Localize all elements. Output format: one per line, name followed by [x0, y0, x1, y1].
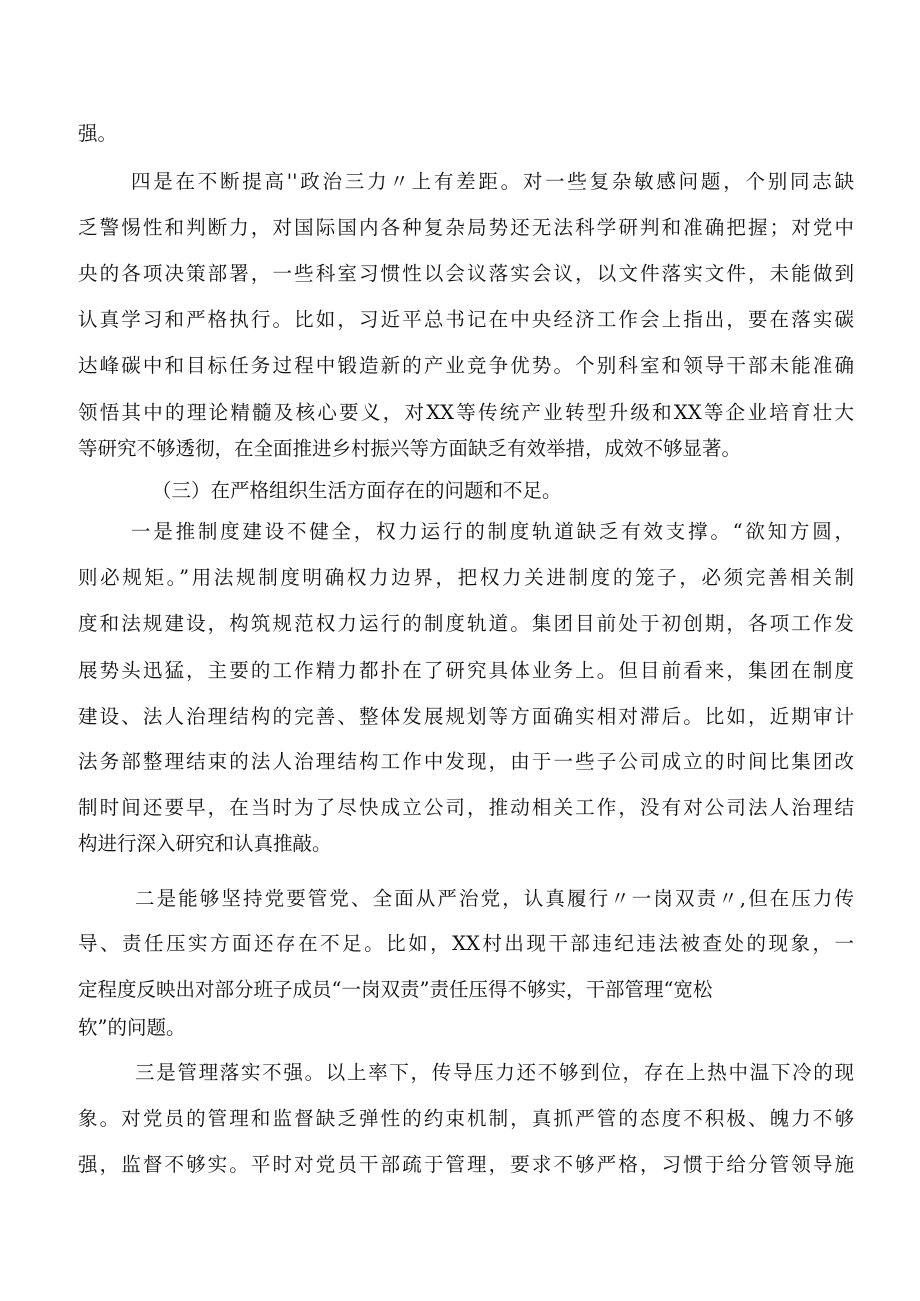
section-heading: （三）在严格组织生活方面存在的问题和不足。 — [152, 479, 562, 502]
paragraph-start-line: 四是在不断提高''政治三力〃上有差距。对一些复杂敏感问题，个别同志缺 — [131, 170, 854, 193]
text-line: 法务部整理结束的法人治理结构工作中发现，由于一些子公司成立的时间比集团改 — [78, 750, 854, 773]
text-line: 央的各项决策部署，一些科室习惯性以会议落实会议，以文件落实文件，未能做到 — [78, 262, 854, 285]
text-line: 乏警惕性和判断力，对国际国内各种复杂局势还无法科学研判和准确把握；对党中 — [78, 216, 854, 239]
text-line: 构进行深入研究和认真推敲。 — [78, 832, 332, 855]
text-line: 强，监督不够实。平时对党员干部疏于管理，要求不够严格，习惯于给分管领导施 — [78, 1153, 854, 1176]
text-line: 建设、法人治理结构的完善、整体发展规划等方面确实相对滞后。比如，近期审计 — [78, 705, 854, 728]
text-line: 等研究不够透彻，在全面推进乡村振兴等方面缺乏有效举措，成效不够显著。 — [78, 437, 742, 460]
text-line: 展势头迅猛，主要的工作精力都扑在了研究具体业务上。但目前看来，集团在制度 — [78, 659, 854, 682]
text-line: 定程度反映出对部分班子成员“一岗双责”责任压得不够实，干部管理“宽松 — [78, 978, 713, 1001]
paragraph-start-line: 一是推制度建设不健全，权力运行的制度轨道缺乏有效支撑。“欲知方圆， — [131, 520, 854, 543]
text-line: 象。对党员的管理和监督缺乏弹性的约束机制，真抓严管的态度不积极、魄力不够 — [78, 1107, 854, 1130]
text-line: 领悟其中的理论精髓及核心要义，对XX等传统产业转型升级和XX等企业培育壮大 — [78, 401, 854, 424]
text-line: 强。 — [78, 122, 118, 145]
paragraph-start-line: 二是能够坚持党要管党、全面从严治党，认真履行〃一岗双责〃,但在压力传 — [135, 887, 854, 910]
text-line: 达峰碳中和目标任务过程中锻造新的产业竞争优势。个别科室和领导干部未能准确 — [78, 354, 854, 377]
text-line: 认真学习和严格执行。比如，习近平总书记在中央经济工作会上指出，要在落实碳 — [78, 308, 854, 331]
text-line: 制时间还要早，在当时为了尽快成立公司，推动相关工作，没有对公司法人治理结 — [78, 796, 854, 819]
text-line: 导、责任压实方面还存在不足。比如，XX村出现干部违纪违法被查处的现象，一 — [78, 932, 854, 955]
paragraph-start-line: 三是管理落实不强。以上率下，传导压力还不够到位，存在上热中温下冷的现 — [135, 1061, 854, 1084]
text-line: 度和法规建设，构筑规范权力运行的制度轨道。集团目前处于初创期，各项工作发 — [78, 612, 854, 635]
text-line: 则必规矩。”用法规制度明确权力边界，把权力关进制度的笼子，必须完善相关制 — [78, 566, 854, 589]
text-line: 软”的问题。 — [78, 1016, 186, 1039]
